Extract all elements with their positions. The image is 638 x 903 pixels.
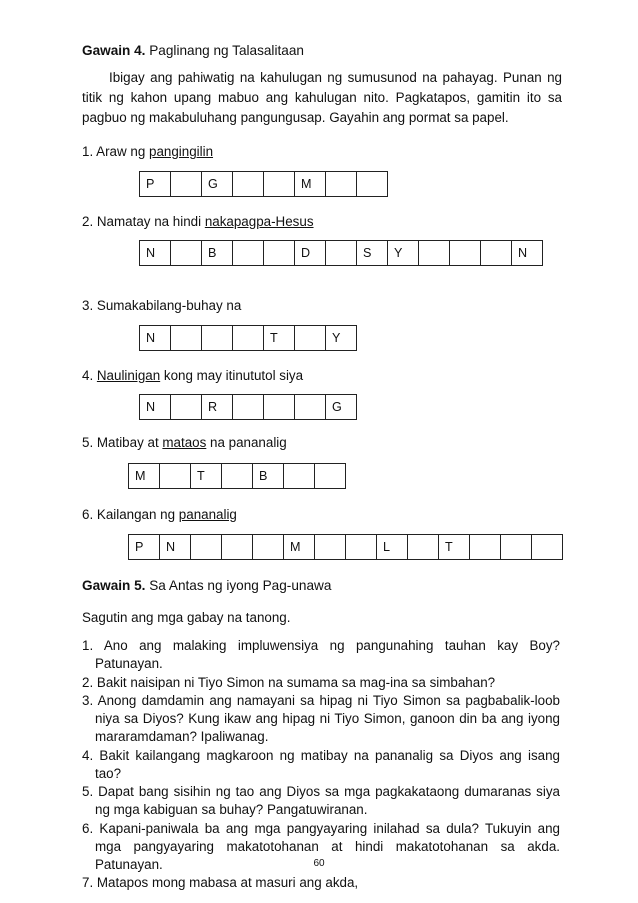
letter-box [264,394,295,420]
letter-box [470,534,501,560]
letter-box [315,463,346,489]
letter-box [191,534,222,560]
letter-box: T [264,325,295,351]
letter-boxes-5 [128,463,346,489]
letter-box [233,325,264,351]
question-6: 6. Kapani-paniwala ba ang mga pangyayaring inilahad sa dula? Tukuyin ang mga pangyayaring makatotohanan at hindi makatotohanan sa akda. Patunayan. [82,820,560,872]
vocab-item-3 [82,298,241,313]
letter-box: G [326,394,357,420]
question-1: 1. Ano ang malaking impluwensiya ng pangunahing tauhan kay Boy? Patunayan. [82,638,560,671]
letter-box: S [357,240,388,266]
letter-box [346,534,377,560]
letter-box [295,325,326,351]
gawain4-title-bold: Gawain 4. [82,43,146,58]
question-7: 7. Matapos mong mabasa at masuri ang akda, [82,875,359,890]
vocab-item-5 [82,435,287,450]
gawain5-title-bold: Gawain 5. [82,578,146,593]
letter-box: Y [326,325,357,351]
letter-box [501,534,532,560]
page-number: 60 [313,858,325,869]
letter-box [315,534,346,560]
letter-box: B [202,240,233,266]
letter-box [408,534,439,560]
letter-box: M [284,534,315,560]
letter-box: N [512,240,543,266]
letter-box: N [140,394,171,420]
item-text: 1. Araw ng [82,144,149,159]
vocab-item-6 [82,507,237,522]
letter-box [264,171,295,197]
item-text: 4. [82,368,97,383]
vocab-item-1 [82,144,213,159]
letter-box: D [295,240,326,266]
letter-box [222,534,253,560]
letter-box: M [129,463,160,489]
gawain4-title-rest: Paglinang ng Talasalitaan [145,43,304,58]
letter-box [326,171,357,197]
letter-boxes-3 [139,325,357,351]
letter-boxes-1 [139,171,388,197]
letter-box [171,325,202,351]
item-text: 2. Namatay na hindi [82,214,205,229]
gawain4-title [82,43,304,58]
letter-box: N [140,240,171,266]
item-underlined-word: pananalig [178,507,237,522]
letter-box: Y [388,240,419,266]
item-text-after: na pananalig [206,435,287,450]
letter-boxes-6 [128,534,563,560]
vocab-item-4 [82,368,303,383]
item-underlined-word: nakapagpa-Hesus [204,214,314,229]
letter-box [160,463,191,489]
letter-box [357,171,388,197]
letter-box: N [140,325,171,351]
item-underlined-word: mataos [162,435,207,450]
gawain5-instructions: Sagutin ang mga gabay na tanong. [82,610,291,625]
item-text: 6. Kailangan ng [82,507,179,522]
letter-box [532,534,563,560]
letter-box [481,240,512,266]
letter-box [284,463,315,489]
letter-box [171,240,202,266]
letter-box: B [253,463,284,489]
letter-box [233,171,264,197]
item-underlined-word: Naulinigan [96,368,161,383]
letter-box [171,394,202,420]
letter-box: T [191,463,222,489]
letter-box: P [140,171,171,197]
letter-box [295,394,326,420]
letter-boxes-2 [139,240,543,266]
question-list [82,637,560,893]
letter-box [419,240,450,266]
gawain5-title [82,578,331,593]
item-text: 3. Sumakabilang-buhay na [82,298,242,313]
letter-boxes-4 [139,394,357,420]
gawain5-title-rest: Sa Antas ng iyong Pag-unawa [145,578,332,593]
letter-box [450,240,481,266]
letter-box: R [202,394,233,420]
letter-box [253,534,284,560]
letter-box [171,171,202,197]
question-4: 4. Bakit kailangang magkaroon ng matibay na pananalig sa Diyos ang isang tao? [82,747,560,781]
letter-box [222,463,253,489]
letter-box [233,240,264,266]
letter-box: L [377,534,408,560]
letter-box: N [160,534,191,560]
gawain4-instructions: Ibigay ang pahiwatig na kahulugan ng sumusunod na pahayag. Punan ng titik ng kahon upang mabuo ang kahulugan nito. Pagkatapos, gamitin ito sa pagbuo ng makabuluhang pangungusap. Gayahin ang pormat sa papel. [82,70,562,125]
letter-box: M [295,171,326,197]
item-text: 5. Matibay at [82,435,163,450]
question-2: 2. Bakit naisipan ni Tiyo Simon na sumama sa mag-ina sa simbahan? [82,674,496,690]
question-5: 5. Dapat bang sisihin ng tao ang Diyos sa mga pagkakataong dumaranas siya ng mga kabiguan sa buhay? Pangatuwiranan. [82,784,560,817]
letter-box [264,240,295,266]
letter-box: G [202,171,233,197]
letter-box: P [129,534,160,560]
letter-box [202,325,233,351]
vocab-item-2 [82,214,314,229]
letter-box [326,240,357,266]
question-3: 3. Anong damdamin ang namayani sa hipag ni Tiyo Simon sa pagbabalik-loob niya sa Diyos? Kung ikaw ang hipag ni Tiyo Simon, ganoon din ba ang iyong mararamdaman? Ipaliwanag. [82,693,560,744]
item-text-after: kong may itinututol siya [160,368,304,383]
letter-box [233,394,264,420]
item-underlined-word: pangingilin [149,144,214,159]
letter-box: T [439,534,470,560]
